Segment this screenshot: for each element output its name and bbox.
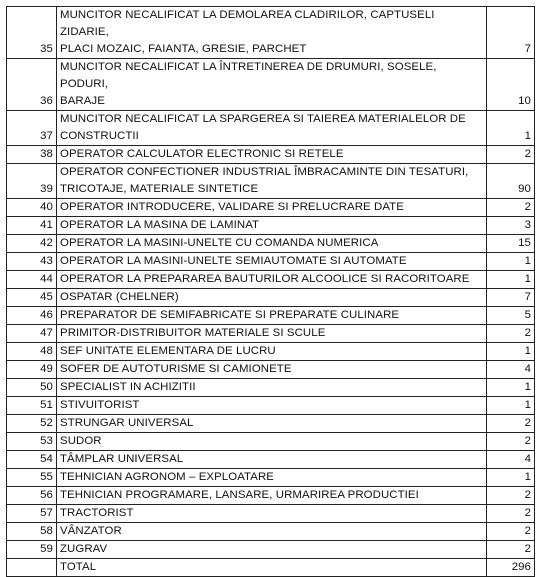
table-row	[7, 7, 535, 59]
row-number: 38	[7, 146, 57, 164]
row-number: 45	[7, 289, 57, 307]
occupation-name-line: OPERATOR INTRODUCERE, VALIDARE SI PRELUCRARE DATE	[60, 201, 404, 213]
row-number: 42	[7, 235, 57, 253]
vacancy-count: 2	[487, 146, 535, 164]
occupation-name-line: CONSTRUCTII	[60, 130, 139, 142]
vacancy-count: 2	[487, 199, 535, 217]
occupation-name-line: OSPATAR (CHELNER)	[60, 291, 179, 303]
vacancy-count: 2	[487, 505, 535, 523]
occupation-name	[57, 451, 487, 469]
row-number: 37	[7, 111, 57, 146]
occupation-name-line: ZUGRAV	[60, 543, 108, 555]
occupation-name	[57, 397, 487, 415]
row-number: 53	[7, 433, 57, 451]
vacancy-count: 2	[487, 541, 535, 559]
occupation-name-line: MUNCITOR NECALIFICAT LA SPARGEREA SI TAIEREA MATERIALELOR DE	[60, 113, 466, 125]
occupation-name	[57, 343, 487, 361]
total-empty-cell	[7, 559, 57, 577]
vacancy-count: 7	[487, 7, 535, 59]
table-row	[7, 451, 535, 469]
vacancy-count: 2	[487, 487, 535, 505]
vacancy-count: 1	[487, 253, 535, 271]
row-number: 43	[7, 253, 57, 271]
occupation-name-line: SUDOR	[60, 435, 102, 447]
occupation-name-line: OPERATOR LA PREPARAREA BAUTURILOR ALCOOLICE SI RACORITOARE	[60, 273, 470, 285]
row-number: 59	[7, 541, 57, 559]
table-row	[7, 487, 535, 505]
table-row	[7, 469, 535, 487]
table-row	[7, 361, 535, 379]
table-row	[7, 343, 535, 361]
occupation-name-line: SEF UNITATE ELEMENTARA DE LUCRU	[60, 345, 276, 357]
vacancy-count: 10	[487, 59, 535, 111]
occupation-name-line: PREPARATOR DE SEMIFABRICATE SI PREPARATE CULINARE	[60, 309, 400, 321]
occupation-name	[57, 541, 487, 559]
table-row	[7, 397, 535, 415]
row-number: 41	[7, 217, 57, 235]
occupation-name	[57, 325, 487, 343]
row-number: 47	[7, 325, 57, 343]
occupation-name	[57, 271, 487, 289]
total-label: TOTAL	[57, 559, 487, 577]
occupation-name	[57, 59, 487, 111]
vacancy-count: 5	[487, 307, 535, 325]
table-row	[7, 253, 535, 271]
row-number: 57	[7, 505, 57, 523]
table-row	[7, 523, 535, 541]
occupation-name-line: OPERATOR LA MASINA DE LAMINAT	[60, 219, 260, 231]
occupation-name	[57, 379, 487, 397]
occupation-name-line: TRICOTAJE, MATERIALE SINTETICE	[60, 183, 259, 195]
row-number: 49	[7, 361, 57, 379]
occupation-name-line: TEHNICIAN AGRONOM – EXPLOATARE	[60, 471, 274, 483]
row-number: 44	[7, 271, 57, 289]
occupation-name	[57, 253, 487, 271]
occupation-name-line: TEHNICIAN PROGRAMARE, LANSARE, URMARIREA PRODUCTIEI	[60, 489, 419, 501]
occupation-name-line: VÂNZATOR	[60, 525, 122, 537]
occupation-name-line: TRACTORIST	[60, 507, 134, 519]
vacancy-count: 1	[487, 379, 535, 397]
table-row	[7, 235, 535, 253]
occupation-name	[57, 487, 487, 505]
occupation-name	[57, 289, 487, 307]
occupation-name-line: BARAJE	[60, 95, 105, 107]
vacancy-count: 2	[487, 415, 535, 433]
table-row	[7, 59, 535, 111]
occupation-name-line: PLACI MOZAIC, FAIANTA, GRESIE, PARCHET	[60, 43, 307, 55]
row-number: 40	[7, 199, 57, 217]
vacancy-count: 1	[487, 397, 535, 415]
total-row	[7, 559, 535, 577]
occupation-name-line: MUNCITOR NECALIFICAT LA ÎNTRETINEREA DE DRUMURI, SOSELE, PODURI,	[60, 61, 437, 90]
occupation-name	[57, 235, 487, 253]
total-value: 296	[487, 559, 535, 577]
row-number: 35	[7, 7, 57, 59]
occupation-name	[57, 111, 487, 146]
table-row	[7, 433, 535, 451]
occupation-name-line: SPECIALIST IN ACHIZITII	[60, 381, 196, 393]
row-number: 55	[7, 469, 57, 487]
occupation-name	[57, 361, 487, 379]
occupation-name	[57, 505, 487, 523]
occupation-name	[57, 7, 487, 59]
occupation-name	[57, 433, 487, 451]
table-row	[7, 541, 535, 559]
occupation-name-line: MUNCITOR NECALIFICAT LA DEMOLAREA CLADIRILOR, CAPTUSELI ZIDARIE,	[60, 9, 435, 38]
vacancy-count: 2	[487, 433, 535, 451]
vacancy-count: 4	[487, 361, 535, 379]
table-row	[7, 146, 535, 164]
occupation-name	[57, 164, 487, 199]
occupation-name-line: STRUNGAR UNIVERSAL	[60, 417, 194, 429]
row-number: 48	[7, 343, 57, 361]
vacancy-count: 1	[487, 271, 535, 289]
table-row	[7, 289, 535, 307]
occupation-name	[57, 523, 487, 541]
occupation-name-line: TÂMPLAR UNIVERSAL	[60, 453, 184, 465]
vacancy-count: 1	[487, 343, 535, 361]
table-row	[7, 379, 535, 397]
vacancy-count: 7	[487, 289, 535, 307]
occupation-name-line: STIVUITORIST	[60, 399, 140, 411]
occupation-name	[57, 415, 487, 433]
row-number: 46	[7, 307, 57, 325]
row-number: 58	[7, 523, 57, 541]
occupations-table	[6, 6, 535, 577]
occupation-name-line: OPERATOR LA MASINI-UNELTE SEMIAUTOMATE SI AUTOMATE	[60, 255, 407, 267]
table-row	[7, 505, 535, 523]
vacancy-count: 2	[487, 523, 535, 541]
occupation-name	[57, 217, 487, 235]
occupation-name-line: OPERATOR CALCULATOR ELECTRONIC SI RETELE	[60, 148, 344, 160]
vacancy-count: 4	[487, 451, 535, 469]
vacancy-count: 15	[487, 235, 535, 253]
vacancy-count: 1	[487, 111, 535, 146]
table-row	[7, 415, 535, 433]
row-number: 54	[7, 451, 57, 469]
table-row	[7, 217, 535, 235]
table-row	[7, 199, 535, 217]
occupation-name-line: OPERATOR CONFECTIONER INDUSTRIAL ÎMBRACAMINTE DIN TESATURI,	[60, 166, 469, 178]
table-row	[7, 325, 535, 343]
occupation-name	[57, 146, 487, 164]
occupation-name	[57, 469, 487, 487]
row-number: 50	[7, 379, 57, 397]
table-row	[7, 164, 535, 199]
vacancy-count: 1	[487, 469, 535, 487]
table-row	[7, 307, 535, 325]
vacancy-count: 2	[487, 325, 535, 343]
row-number: 51	[7, 397, 57, 415]
row-number: 52	[7, 415, 57, 433]
occupation-name-line: OPERATOR LA MASINI-UNELTE CU COMANDA NUMERICA	[60, 237, 379, 249]
vacancy-count: 90	[487, 164, 535, 199]
occupation-name-line: SOFER DE AUTOTURISME SI CAMIONETE	[60, 363, 292, 375]
occupation-name	[57, 307, 487, 325]
row-number: 36	[7, 59, 57, 111]
occupations-table-body	[7, 7, 535, 577]
occupation-name	[57, 199, 487, 217]
table-row	[7, 271, 535, 289]
row-number: 39	[7, 164, 57, 199]
vacancy-count: 3	[487, 217, 535, 235]
table-row	[7, 111, 535, 146]
occupation-name-line: PRIMITOR-DISTRIBUITOR MATERIALE SI SCULE	[60, 327, 326, 339]
row-number: 56	[7, 487, 57, 505]
